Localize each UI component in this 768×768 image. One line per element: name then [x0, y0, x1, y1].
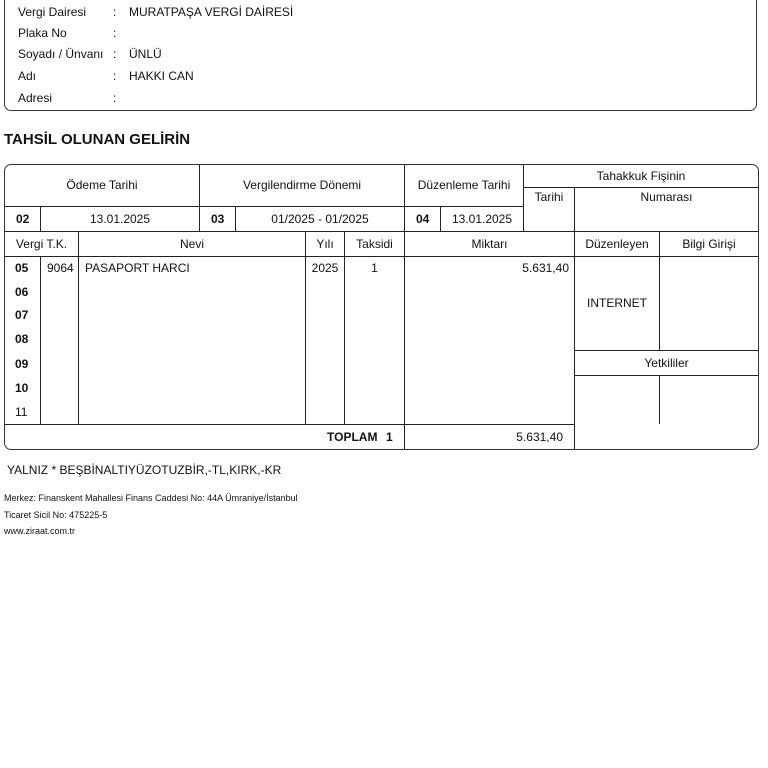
divider	[574, 187, 575, 449]
divider	[40, 256, 41, 424]
divider	[404, 165, 405, 449]
line-code: 11	[15, 405, 28, 419]
line-code: 09	[15, 357, 29, 371]
label-plate-no: Plaka No	[18, 26, 67, 40]
header-taxation-period: Vergilendirme Dönemi	[242, 178, 362, 192]
divider	[5, 256, 758, 257]
line-code: 08	[15, 332, 29, 346]
authorized-label: Yetkililer	[644, 356, 689, 370]
taxpayer-info-box	[4, 0, 757, 111]
divider	[575, 350, 758, 351]
label-name: Adı	[18, 69, 37, 83]
total-amount: 5.631,40	[516, 430, 563, 444]
col-installment: Taksidi	[356, 237, 393, 251]
issue-date-value: 13.01.2025	[451, 212, 513, 226]
row-code-03: 03	[211, 212, 225, 226]
label-tax-office: Vergi Dairesi	[18, 5, 87, 19]
value-name: HAKKI CAN	[129, 69, 194, 83]
divider	[659, 375, 660, 424]
separator: :	[113, 69, 117, 83]
item-tax-code: 9064	[47, 261, 74, 275]
taxation-period-value: 01/2025 - 01/2025	[271, 212, 369, 226]
header-payment-date: Ödeme Tarihi	[66, 178, 138, 192]
header-issue-date: Düzenleme Tarihi	[417, 178, 511, 192]
divider	[575, 375, 758, 376]
line-code: 07	[15, 308, 29, 322]
col-data-entry: Bilgi Girişi	[682, 237, 736, 251]
value-surname: ÜNLÜ	[129, 47, 162, 61]
divider	[5, 231, 758, 232]
col-year: Yılı	[316, 237, 334, 251]
separator: :	[113, 47, 117, 61]
separator: :	[113, 26, 117, 40]
divider	[305, 231, 306, 424]
label-surname: Soyadı / Ünvanı	[18, 47, 104, 61]
value-tax-office: MURATPAŞA VERGİ DAİRESİ	[129, 5, 294, 19]
separator: :	[113, 91, 117, 105]
line-code: 10	[15, 381, 29, 395]
header-slip-number: Numarası	[640, 190, 693, 204]
item-year: 2025	[311, 261, 339, 275]
footer-trade-registry: Ticaret Sicil No: 475225-5	[4, 510, 108, 520]
row-code-04: 04	[416, 212, 430, 226]
line-code: 05	[15, 261, 29, 275]
footer-website[interactable]: www.ziraat.com.tr	[4, 526, 76, 536]
divider	[523, 187, 758, 188]
divider	[199, 165, 200, 231]
divider	[5, 424, 575, 425]
payment-date-value: 13.01.2025	[89, 212, 151, 226]
col-tax-code: Vergi T.K.	[15, 237, 68, 251]
row-code-02: 02	[16, 212, 30, 226]
issuer-value: INTERNET	[587, 296, 647, 310]
divider	[78, 231, 79, 424]
label-address: Adresi	[18, 91, 53, 105]
item-type: PASAPORT HARCI	[85, 261, 190, 275]
section-title: TAHSİL OLUNAN GELİRİN	[4, 131, 191, 148]
header-slip-date: Tarihi	[534, 190, 564, 204]
divider	[344, 231, 345, 424]
separator: :	[113, 5, 117, 19]
item-amount: 5.631,40	[522, 261, 569, 275]
divider	[5, 206, 524, 207]
footer-address: Merkez: Finanskent Mahallesi Finans Caddesi No: 44A Ümraniye/İstanbul	[4, 493, 298, 503]
col-issuer: Düzenleyen	[585, 237, 649, 251]
col-type: Nevi	[179, 237, 204, 251]
header-accrual-slip: Tahakkuk Fişinin	[596, 169, 686, 183]
item-installment: 1	[371, 261, 378, 275]
amount-in-words: YALNIZ * BEŞBİNALTIYÜZOTUZBİR,-TL,KIRK,-KR	[7, 463, 282, 477]
col-amount: Miktarı	[471, 237, 508, 251]
total-count: 1	[386, 430, 393, 444]
line-code: 06	[15, 285, 29, 299]
total-label: TOPLAM	[327, 430, 378, 444]
